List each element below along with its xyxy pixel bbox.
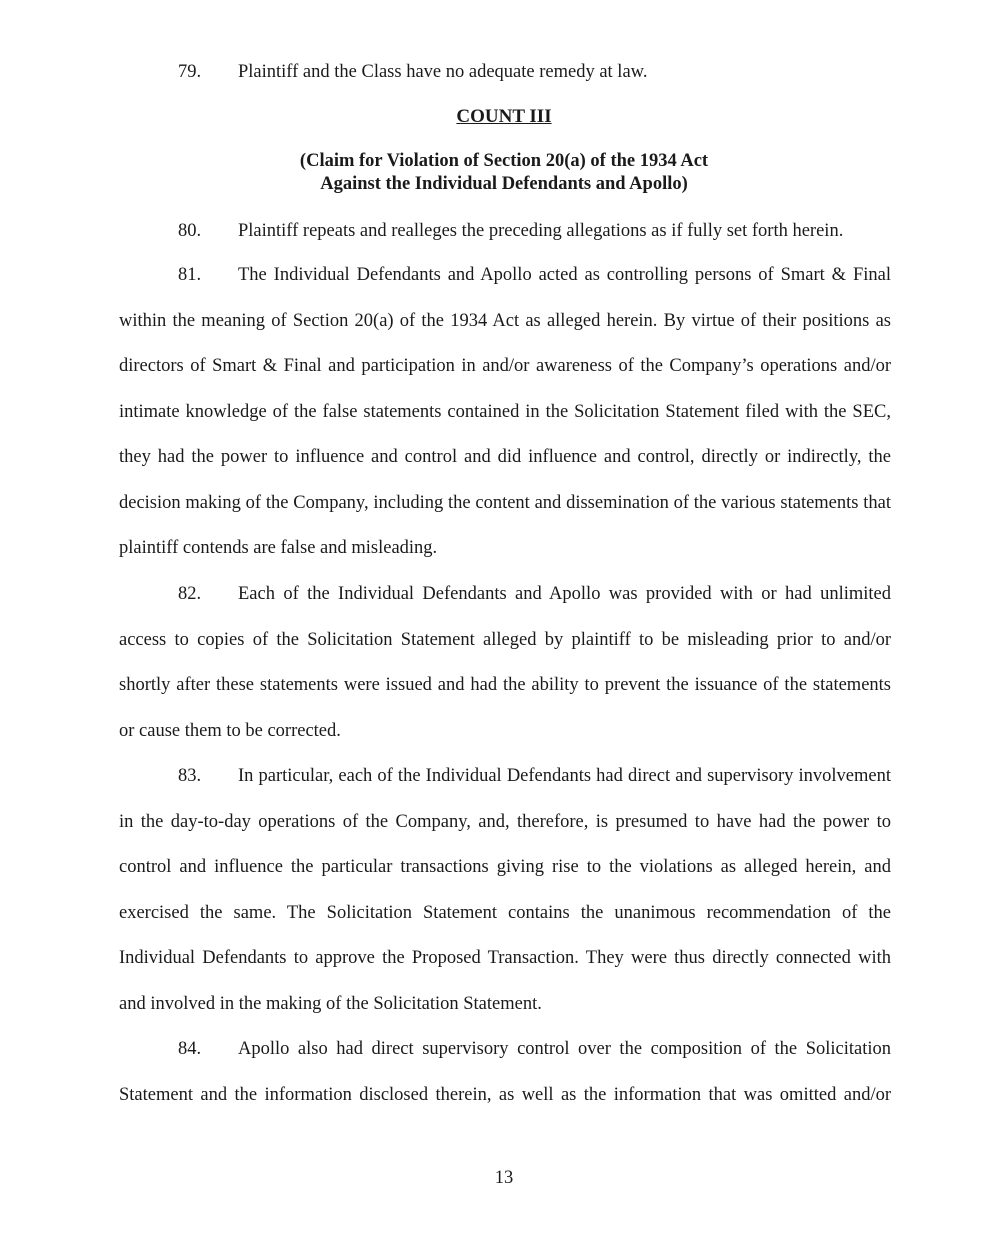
paragraph-number: 84. (178, 1039, 202, 1059)
count-title: COUNT III (456, 106, 552, 127)
paragraph-81 (119, 253, 891, 572)
paragraph-82 (119, 572, 891, 754)
paragraph-number: 81. (178, 265, 202, 285)
claim-line-1: (Claim for Violation of Section 20(a) of the 1934 Act (299, 151, 709, 171)
paragraph-text: In particular, each of the Individual Defendants had direct and supervisory involvement in the day-to-day operations of the Company, and, therefore, is presumed to have had the power to control and influence the particular transactions giving rise to the violations as alleged herein, and exercised the same. The Solicitation Statement contains the unanimous recommendation of the Individual Defendants to approve the Proposed Transaction. They were thus directly connected with and involved in the making of the Solicitation Statement. (119, 766, 891, 1014)
paragraph-text: The Individual Defendants and Apollo acted as controlling persons of Smart & Final within the meaning of Section 20(a) of the 1934 Act as alleged herein. By virtue of their positions as directors of Smart & Final and participation in and/or awareness of the Company’s operations and/or intimate knowledge of the false statements contained in the Solicitation Statement filed with the SEC, they had the power to influence and control and did influence and control, directly or indirectly, the decision making of the Company, including the content and dissemination of the various statements that plaintiff contends are false and misleading. (119, 265, 891, 558)
paragraph-text: Each of the Individual Defendants and Apollo was provided with or had unlimited access to copies of the Solicitation Statement alleged by plaintiff to be misleading prior to and/or shortly after these statements were issued and had the ability to prevent the issuance of the statements or cause them to be corrected. (119, 584, 891, 741)
paragraph-84 (119, 1027, 891, 1118)
paragraph-number: 80. (178, 221, 202, 241)
paragraph-80 (178, 219, 843, 243)
paragraph-number: 83. (178, 766, 202, 786)
claim-line-2: Against the Individual Defendants and Apollo) (320, 174, 688, 194)
count-claim-heading (0, 150, 1008, 196)
paragraph-text: Plaintiff repeats and realleges the preceding allegations as if fully set forth herein. (238, 221, 844, 241)
paragraph-number: 82. (178, 584, 202, 604)
paragraph-number: 79. (178, 62, 202, 82)
paragraph-text: Plaintiff and the Class have no adequate remedy at law. (238, 62, 648, 82)
paragraph-79 (178, 60, 647, 84)
paragraph-83 (119, 754, 891, 1027)
page-number: 13 (494, 1168, 514, 1188)
paragraph-text: Apollo also had direct supervisory control over the composition of the Solicitation Statement and the information disclosed therein, as well as the information that was omitted and/or (119, 1039, 891, 1105)
